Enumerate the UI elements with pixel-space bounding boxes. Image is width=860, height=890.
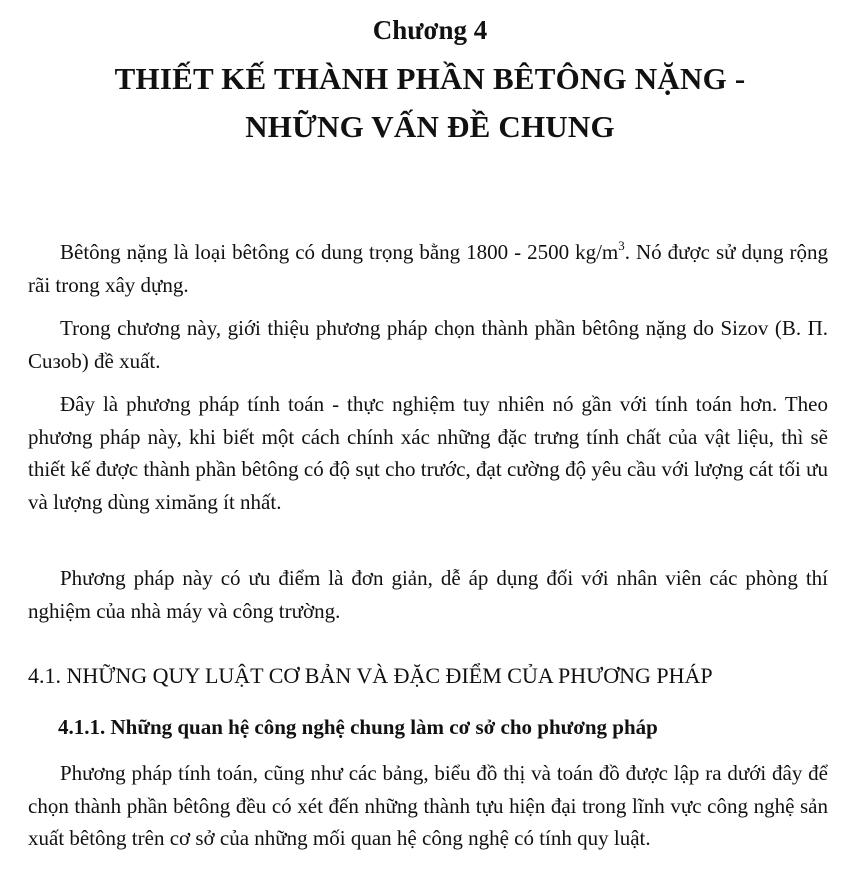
chapter-title-line-2: NHỮNG VẤN ĐỀ CHUNG [245, 109, 615, 144]
chapter-title-line-1: THIẾT KẾ THÀNH PHẦN BÊTÔNG NẶNG - [114, 61, 746, 96]
intro-paragraph-1-text-a: Bêtông nặng là loại bêtông có dung trọng bằng 1800 - 2500 kg/m [60, 240, 619, 264]
section-heading: 4.1. NHỮNG QUY LUẬT CƠ BẢN VÀ ĐẶC ĐIỂM CỦA PHƯƠNG PHÁP [28, 663, 713, 688]
superscript-cubed: 3 [618, 238, 625, 253]
intro-paragraph-4: Phương pháp này có ưu điểm là đơn giản, dễ áp dụng đối với nhân viên các phòng thí nghiệm của nhà máy và công trường. [28, 566, 828, 623]
intro-paragraph-2: Trong chương này, giới thiệu phương pháp chọn thành phần bêtông nặng do Sizov (B. П. Cuзob) đề xuất. [28, 316, 828, 373]
section-paragraph-1: Phương pháp tính toán, cũng như các bảng, biểu đồ thị và toán đồ được lập ra dưới đây để chọn thành phần bêtông đều có xét đến những thành tựu hiện đại trong lĩnh vực công nghệ sản xuất bêtông trên cơ sở của những mối quan hệ công nghệ có tính quy luật. [28, 761, 828, 850]
chapter-label: Chương 4 [372, 15, 488, 45]
intro-paragraph-1 [28, 236, 828, 301]
intro-paragraph-1-text-b: . Nó được sử dụng rộng rãi trong xây dựng. [28, 240, 828, 297]
subsection-heading: 4.1.1. Những quan hệ công nghệ chung làm cơ sở cho phương pháp [58, 715, 658, 739]
intro-paragraph-3: Đây là phương pháp tính toán - thực nghiệm tuy nhiên nó gần với tính toán hơn. Theo phương pháp này, khi biết một cách chính xác những đặc trưng tính chất của vật liệu, thì sẽ thiết kế được thành phần bêtông có độ sụt cho trước, đạt cường độ yêu cầu với lượng cát tối ưu và lượng dùng ximăng ít nhất. [28, 392, 828, 514]
